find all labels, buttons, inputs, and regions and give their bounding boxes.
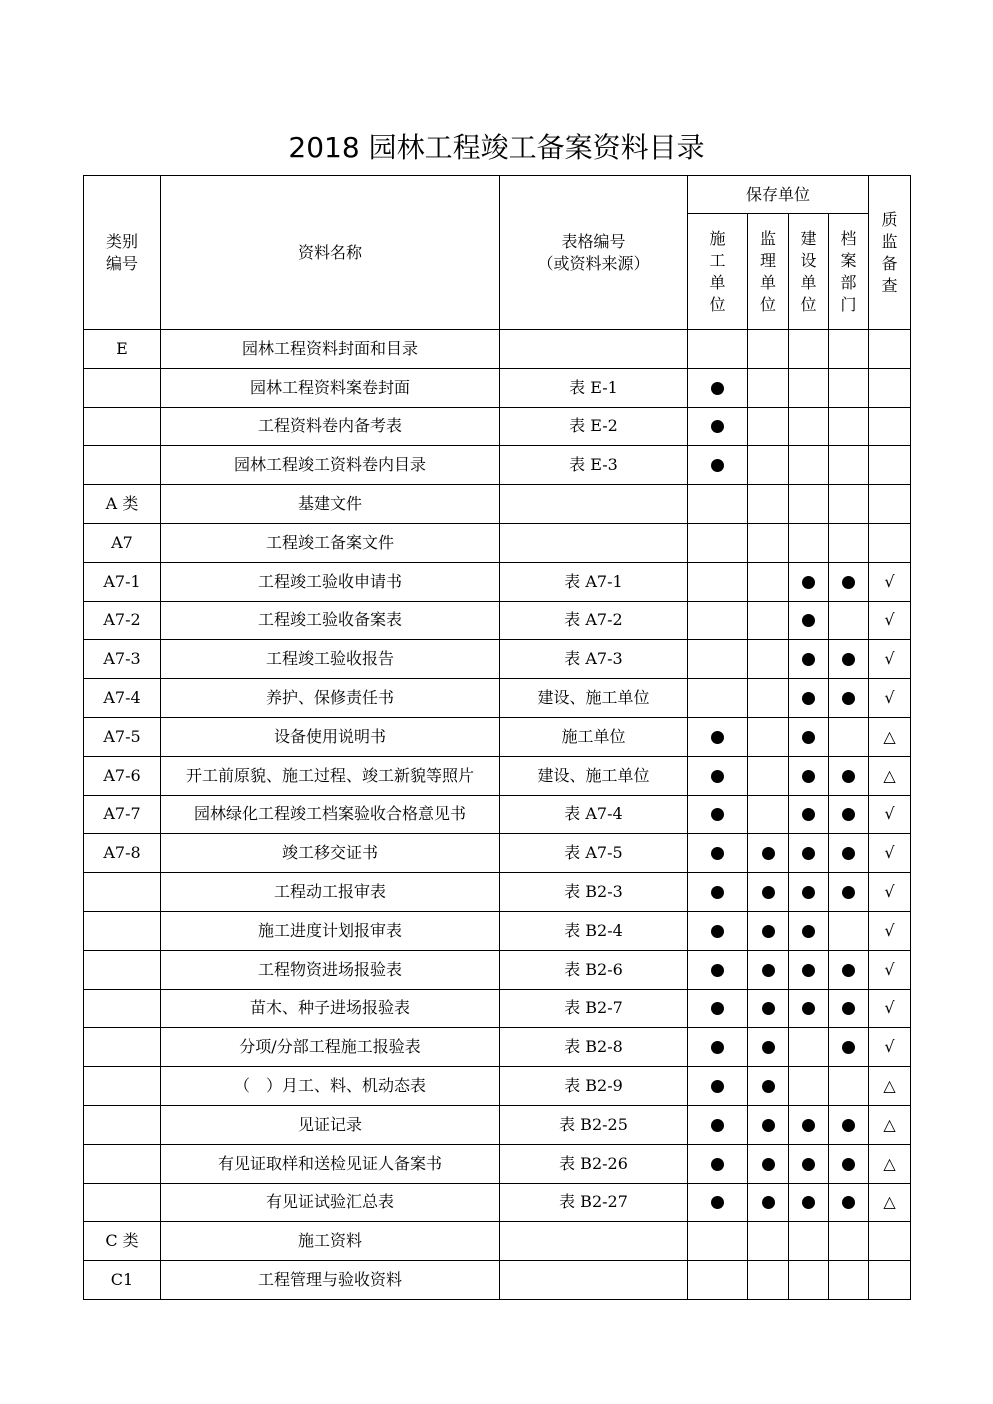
cell-unit-archives [829,1261,869,1300]
header-unit-supervision-label: 监理单位 [759,228,776,314]
row-form-no: 表 B2-6 [500,950,688,989]
row-code: A7-6 [84,756,161,795]
cell-unit-archives [829,950,869,989]
filled-dot-icon [711,925,724,938]
row-code: E [84,330,161,369]
cell-unit-archives [829,407,869,446]
filled-dot-icon [842,1196,855,1209]
header-doc-name: 资料名称 [161,176,500,330]
row-code [84,407,161,446]
filled-dot-icon [762,886,775,899]
row-quality-check: △ [869,717,911,756]
cell-unit-owner [789,834,829,873]
table-row [84,562,911,601]
cell-unit-owner [789,562,829,601]
cell-unit-owner [789,873,829,912]
cell-unit-owner [789,485,829,524]
cell-unit-construction [688,717,748,756]
row-code: C 类 [84,1222,161,1261]
cell-unit-construction [688,446,748,485]
row-doc-name: 工程竣工验收申请书 [161,562,500,601]
row-doc-name: 竣工移交证书 [161,834,500,873]
cell-unit-construction [688,562,748,601]
filled-dot-icon [802,1158,815,1171]
filled-dot-icon [802,731,815,744]
cell-unit-supervision [748,523,789,562]
filled-dot-icon [711,964,724,977]
row-form-no: 表 E-3 [500,446,688,485]
row-form-no: 施工单位 [500,717,688,756]
cell-unit-owner [789,989,829,1028]
filled-dot-icon [711,420,724,433]
row-code [84,1028,161,1067]
row-code [84,873,161,912]
row-doc-name: 见证记录 [161,1105,500,1144]
filled-dot-icon [802,847,815,860]
catalog-table [83,175,911,1300]
cell-unit-archives [829,485,869,524]
cell-unit-archives [829,717,869,756]
row-form-no [500,1261,688,1300]
cell-unit-owner [789,795,829,834]
section-title: 工程竣工备案文件 [161,523,500,562]
row-doc-name: 养护、保修责任书 [161,679,500,718]
row-form-no: 表 B2-27 [500,1183,688,1222]
cell-unit-construction [688,640,748,679]
row-form-no: 表 A7-2 [500,601,688,640]
cell-unit-owner [789,1261,829,1300]
cell-unit-archives [829,795,869,834]
row-quality-check [869,407,911,446]
header-quality-check-label: 质监备查 [881,209,898,295]
cell-unit-construction [688,368,748,407]
cell-unit-archives [829,330,869,369]
header-unit-supervision [748,214,789,330]
row-quality-check: √ [869,834,911,873]
row-doc-name: 设备使用说明书 [161,717,500,756]
cell-unit-archives [829,911,869,950]
cell-unit-construction [688,601,748,640]
filled-dot-icon [802,692,815,705]
filled-dot-icon [802,653,815,666]
catalog-rows [84,330,911,1300]
filled-dot-icon [711,886,724,899]
table-row [84,1183,911,1222]
cell-unit-owner [789,1144,829,1183]
table-row [84,1105,911,1144]
table-row [84,1261,911,1300]
section-title: 基建文件 [161,485,500,524]
filled-dot-icon [762,1119,775,1132]
cell-unit-owner [789,911,829,950]
cell-unit-construction [688,330,748,369]
row-form-no: 表 B2-8 [500,1028,688,1067]
cell-unit-owner [789,330,829,369]
table-row [84,368,911,407]
cell-unit-construction [688,795,748,834]
row-quality-check: △ [869,1105,911,1144]
table-row [84,523,911,562]
table-row [84,1067,911,1106]
row-quality-check: √ [869,873,911,912]
cell-unit-owner [789,1222,829,1261]
cell-unit-archives [829,640,869,679]
row-code [84,1183,161,1222]
table-row [84,795,911,834]
row-doc-name: 苗木、种子进场报验表 [161,989,500,1028]
cell-unit-supervision [748,795,789,834]
row-form-no [500,523,688,562]
cell-unit-archives [829,1183,869,1222]
row-code [84,911,161,950]
row-code [84,989,161,1028]
row-code: A7 [84,523,161,562]
page-title: 2018 园林工程竣工备案资料目录 [288,131,705,164]
cell-unit-owner [789,1028,829,1067]
cell-unit-archives [829,1067,869,1106]
row-quality-check [869,446,911,485]
cell-unit-archives [829,873,869,912]
filled-dot-icon [802,1119,815,1132]
row-doc-name: 工程资料卷内备考表 [161,407,500,446]
cell-unit-construction [688,679,748,718]
cell-unit-owner [789,717,829,756]
filled-dot-icon [762,925,775,938]
table-row [84,1144,911,1183]
row-form-no [500,1222,688,1261]
filled-dot-icon [802,576,815,589]
row-form-no: 表 A7-3 [500,640,688,679]
cell-unit-owner [789,640,829,679]
cell-unit-owner [789,407,829,446]
row-quality-check: △ [869,1183,911,1222]
filled-dot-icon [842,1158,855,1171]
cell-unit-supervision [748,407,789,446]
row-quality-check: √ [869,562,911,601]
table-row [84,873,911,912]
header-form-no-line1: 表格编号 [561,231,626,251]
header-category-no-label: 类别编号 [105,231,138,273]
cell-unit-archives [829,368,869,407]
filled-dot-icon [711,1080,724,1093]
cell-unit-construction [688,1028,748,1067]
cell-unit-owner [789,1067,829,1106]
filled-dot-icon [762,847,775,860]
cell-unit-archives [829,1028,869,1067]
row-form-no [500,330,688,369]
cell-unit-supervision [748,1105,789,1144]
filled-dot-icon [842,576,855,589]
cell-unit-construction [688,1067,748,1106]
cell-unit-construction [688,911,748,950]
row-form-no: 表 A7-1 [500,562,688,601]
cell-unit-supervision [748,1144,789,1183]
filled-dot-icon [842,1041,855,1054]
table-row [84,446,911,485]
row-quality-check: √ [869,679,911,718]
row-doc-name: 施工进度计划报审表 [161,911,500,950]
row-quality-check: √ [869,795,911,834]
cell-unit-archives [829,1222,869,1261]
filled-dot-icon [762,1002,775,1015]
row-quality-check: √ [869,989,911,1028]
cell-unit-construction [688,1183,748,1222]
cell-unit-supervision [748,717,789,756]
row-form-no: 建设、施工单位 [500,679,688,718]
row-code [84,1144,161,1183]
cell-unit-archives [829,562,869,601]
table-row [84,407,911,446]
row-doc-name: 有见证取样和送检见证人备案书 [161,1144,500,1183]
cell-unit-supervision [748,873,789,912]
cell-unit-supervision [748,562,789,601]
cell-unit-archives [829,601,869,640]
filled-dot-icon [711,847,724,860]
row-doc-name: 开工前原貌、施工过程、竣工新貌等照片 [161,756,500,795]
cell-unit-supervision [748,1261,789,1300]
cell-unit-supervision [748,446,789,485]
filled-dot-icon [711,1041,724,1054]
filled-dot-icon [802,808,815,821]
row-form-no: 表 B2-4 [500,911,688,950]
table-row [84,1028,911,1067]
cell-unit-construction [688,1222,748,1261]
table-row [84,601,911,640]
filled-dot-icon [842,1002,855,1015]
table-row [84,834,911,873]
row-form-no: 表 E-1 [500,368,688,407]
header-form-no-line2: （或资料来源） [537,253,650,273]
header-unit-archives [829,214,869,330]
row-code: A7-4 [84,679,161,718]
cell-unit-archives [829,1144,869,1183]
filled-dot-icon [802,770,815,783]
filled-dot-icon [711,1158,724,1171]
cell-unit-owner [789,950,829,989]
filled-dot-icon [802,964,815,977]
header-unit-owner-label: 建设单位 [800,228,817,314]
table-row [84,717,911,756]
cell-unit-owner [789,1105,829,1144]
row-code [84,1067,161,1106]
row-form-no: 建设、施工单位 [500,756,688,795]
filled-dot-icon [762,1041,775,1054]
row-code: A7-5 [84,717,161,756]
cell-unit-owner [789,523,829,562]
cell-unit-construction [688,1261,748,1300]
table-row [84,485,911,524]
filled-dot-icon [802,1002,815,1015]
row-doc-name: 园林工程竣工资料卷内目录 [161,446,500,485]
row-quality-check [869,523,911,562]
section-title: 园林工程资料封面和目录 [161,330,500,369]
filled-dot-icon [842,692,855,705]
row-code [84,1105,161,1144]
row-doc-name: 分项/分部工程施工报验表 [161,1028,500,1067]
table-row [84,1222,911,1261]
cell-unit-owner [789,446,829,485]
filled-dot-icon [842,808,855,821]
row-quality-check: △ [869,1067,911,1106]
filled-dot-icon [711,731,724,744]
table-row [84,330,911,369]
cell-unit-archives [829,679,869,718]
row-form-no: 表 B2-7 [500,989,688,1028]
filled-dot-icon [711,382,724,395]
row-quality-check: △ [869,1144,911,1183]
cell-unit-supervision [748,989,789,1028]
cell-unit-construction [688,523,748,562]
row-code: A7-2 [84,601,161,640]
filled-dot-icon [711,1119,724,1132]
row-form-no: 表 B2-26 [500,1144,688,1183]
row-form-no: 表 A7-5 [500,834,688,873]
filled-dot-icon [711,1196,724,1209]
cell-unit-supervision [748,679,789,718]
row-form-no: 表 A7-4 [500,795,688,834]
header-storage-group: 保存单位 [688,176,869,214]
row-quality-check [869,1222,911,1261]
row-quality-check [869,485,911,524]
filled-dot-icon [711,770,724,783]
row-quality-check: √ [869,911,911,950]
cell-unit-archives [829,756,869,795]
cell-unit-supervision [748,368,789,407]
cell-unit-archives [829,1105,869,1144]
table-row [84,756,911,795]
cell-unit-owner [789,756,829,795]
cell-unit-supervision [748,330,789,369]
header-unit-construction-label: 施工单位 [709,228,726,314]
row-quality-check: √ [869,1028,911,1067]
cell-unit-construction [688,1105,748,1144]
cell-unit-construction [688,950,748,989]
cell-unit-supervision [748,834,789,873]
cell-unit-owner [789,601,829,640]
filled-dot-icon [762,1158,775,1171]
row-quality-check [869,368,911,407]
header-unit-owner [789,214,829,330]
table-row [84,989,911,1028]
row-doc-name: 工程动工报审表 [161,873,500,912]
header-quality-check [869,176,911,330]
row-doc-name: 有见证试验汇总表 [161,1183,500,1222]
filled-dot-icon [842,770,855,783]
filled-dot-icon [762,1196,775,1209]
table-row [84,911,911,950]
cell-unit-construction [688,873,748,912]
cell-unit-construction [688,989,748,1028]
filled-dot-icon [842,964,855,977]
cell-unit-owner [789,679,829,718]
header-category-no [84,176,161,330]
row-code [84,368,161,407]
cell-unit-supervision [748,1067,789,1106]
row-quality-check: √ [869,601,911,640]
filled-dot-icon [762,1080,775,1093]
row-quality-check: √ [869,950,911,989]
row-doc-name: 工程竣工验收备案表 [161,601,500,640]
cell-unit-archives [829,834,869,873]
filled-dot-icon [842,653,855,666]
row-code [84,950,161,989]
section-title: 施工资料 [161,1222,500,1261]
filled-dot-icon [802,925,815,938]
cell-unit-owner [789,1183,829,1222]
row-code: A7-3 [84,640,161,679]
filled-dot-icon [711,459,724,472]
row-form-no: 表 E-2 [500,407,688,446]
cell-unit-supervision [748,950,789,989]
cell-unit-supervision [748,640,789,679]
header-unit-construction [688,214,748,330]
table-row [84,950,911,989]
cell-unit-supervision [748,911,789,950]
cell-unit-supervision [748,601,789,640]
filled-dot-icon [842,886,855,899]
cell-unit-owner [789,368,829,407]
cell-unit-construction [688,407,748,446]
cell-unit-archives [829,523,869,562]
table-row [84,679,911,718]
cell-unit-archives [829,989,869,1028]
row-code: A7-1 [84,562,161,601]
table-row [84,640,911,679]
row-code: C1 [84,1261,161,1300]
row-code: A 类 [84,485,161,524]
cell-unit-construction [688,834,748,873]
cell-unit-archives [829,446,869,485]
cell-unit-supervision [748,1028,789,1067]
row-code [84,446,161,485]
row-quality-check: △ [869,756,911,795]
row-code: A7-7 [84,795,161,834]
filled-dot-icon [802,1196,815,1209]
section-title: 工程管理与验收资料 [161,1261,500,1300]
row-form-no [500,485,688,524]
row-form-no: 表 B2-25 [500,1105,688,1144]
row-quality-check [869,1261,911,1300]
cell-unit-supervision [748,756,789,795]
filled-dot-icon [762,964,775,977]
cell-unit-supervision [748,1183,789,1222]
header-unit-archives-label: 档案部门 [840,228,857,314]
cell-unit-supervision [748,485,789,524]
row-form-no: 表 B2-9 [500,1067,688,1106]
filled-dot-icon [842,1119,855,1132]
filled-dot-icon [802,886,815,899]
cell-unit-construction [688,485,748,524]
filled-dot-icon [711,1002,724,1015]
cell-unit-supervision [748,1222,789,1261]
row-doc-name: 园林工程资料案卷封面 [161,368,500,407]
row-quality-check: √ [869,640,911,679]
cell-unit-construction [688,756,748,795]
row-form-no: 表 B2-3 [500,873,688,912]
row-doc-name: （ ）月工、料、机动态表 [161,1067,500,1106]
row-quality-check [869,330,911,369]
row-doc-name: 园林绿化工程竣工档案验收合格意见书 [161,795,500,834]
cell-unit-construction [688,1144,748,1183]
row-code: A7-8 [84,834,161,873]
filled-dot-icon [711,808,724,821]
header-form-no [500,176,688,330]
filled-dot-icon [802,614,815,627]
row-doc-name: 工程竣工验收报告 [161,640,500,679]
filled-dot-icon [842,847,855,860]
row-doc-name: 工程物资进场报验表 [161,950,500,989]
